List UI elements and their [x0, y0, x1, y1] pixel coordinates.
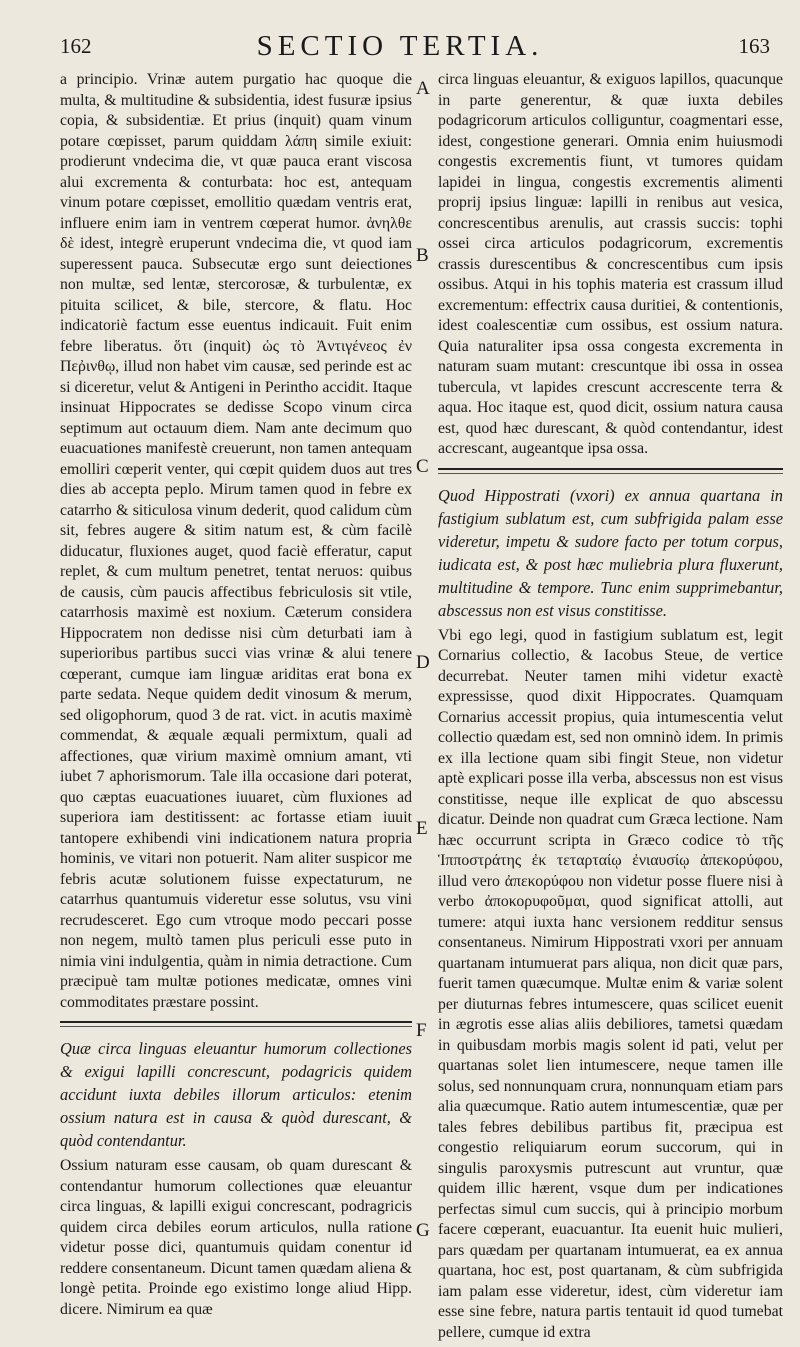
section-divider: [438, 468, 783, 474]
margin-letter-g: G: [416, 1220, 430, 1241]
margin-letter-e: E: [416, 818, 428, 839]
left-section-heading: Quæ circa linguas eleuantur humorum collectiones & exigui lapilli concrescunt, podagricis quidem accidunt iuxta debiles illorum articulos: etenim ossium natura est in causa & quòd durescant, & quòd contendantur.: [60, 1039, 412, 1150]
running-title: SECTIO TERTIA.: [256, 30, 544, 62]
left-paragraph-1: a principio. Vrinæ autem purgatio hac quoque die multa, & multitudine & subsidentia, idest fusuræ ipsius copia, & subsidentiæ. Et prius (inquit) quam vinum potare cœpisset, parum quiddam λάπη simile exiuit: prodierunt vndecima die, vt quæ pauca erant viscosa alui excrementa & conturbata: hoc est, antequam vinum potare cœpisset, emollitio quædam ventris erat, influere enim iam in ventrem cœperat humor. ἀνηλθε δὲ idest, integrè eruperunt vndecima die, vt quod iam superessent pauca. Subsecutæ ergo sunt deiectiones non multæ, sed lentæ, stercorosæ, & turbulentæ, ex pituita scilicet, & bile, stercore, & flatu. Hoc indicatoriè factum esse euentus indicauit. Fuit enim febre liberatus. ὅτι (inquit) ὡς τὸ Ἀντιγένεος ἐν Πεῤινθῳ, illud non habet vim causæ, sed perinde est ac si diceretur, velut & Antigeni in Perintho accidit. Itaque insinuat Hippocrates se dedisse Scopo vinum circa septimum aut octauum diem. Nam ante decimum quo euacuationes manifestè creuerunt, non tamen antequam emolliri cœperit venter, qui cœpit quidem duos aut tres dies ab accepta peplo. Mirum tamen quod in febre ex catarrho & siticulosa vinum dederit, quod calidum cùm sit, febres augere & sitim natum est, & cùm facilè diducatur, fluxiones auget, quod faciè efferatur, caput replet, & cum multum penetret, tentat neruos: quibus de causis, cùm paucis affectibus febriculosis sit vtile, catarrhosis maximè est noxium. Cæterum considera Hippocratem non dedisse nisi cùm deturbati iam à superioribus partibus succi vias vrinæ & alui tenere cœperant, cumque iam linguæ ariditas erat bona ex parte sedata. Neque quidem dedit vinosum & merum, sed oligophorum, quod 3 de rat. vict. in acutis maximè commendat, & æquale æquali permixtum, quali ad affectiones, quæ virium maximè omnium amant, vti iubet 7 aphorismorum. Tale illa occasione dari poterat, quo cæptas euacuationes iuuaret, cùm fluxiones ad superiora iam destitissent: ac fortasse etiam iuuit tantopere exhibendi vini indicationem natura propria hominis, ve vitari non potuerit. Nam aliter suspicor me febris acutæ solutionem fuisse expectaturum, ne catarrhus quantumuis videretur esse solutus, vsu vini recrudesceret. Ego cum vtroque modo peccari posse non negem, multò tamen plus periculi esse puto in nimia vini indulgentia, quàm in nimia detractione. Cum præcipuè tam multæ potiones medicatæ, omnes vini commoditates præstare possint.: [60, 71, 412, 1011]
left-page-number: 162: [60, 34, 92, 58]
right-page-number: 163: [738, 34, 770, 58]
margin-letter-c: C: [416, 456, 429, 477]
margin-letter-b: B: [416, 245, 429, 266]
right-section-heading: Quod Hippostrati (vxori) ex annua quartana in fastigium sublatum est, cum subfrigida palam esse videretur, impetu & sudore facto per totum corpus, iudicata est, & post hæc muliebria plura fluxerunt, multitudine & tempore. Tunc enim supprimebantur, abscessus non est visus constitisse.: [438, 485, 783, 620]
margin-letter-d: D: [416, 652, 430, 673]
right-paragraph-2: Vbi ego legi, quod in fastigium sublatum est, legit Cornarius collectio, & Iacobus Steue, de vertice decurrebat. Neuter tamen mihi videtur exactè expressisse, quod dixit Hippocrates. Quamquam Cornarius accessit propius, quia intumescentia velut collectio quædam est, sed non omninò idem. In primis ex illa lectione quam sibi fingit Steue, non videtur aptè explicari posse illa verba, abscessus non est visus constitisse, neque ille explicat de quo abscessu dicatur. Deinde non quadrat cum Græca lectione. Nam hæc occurrunt scripta in Græco codice τὸ τῆς Ἱπποστράτης ἐκ τεταρταίῳ ἐνιαυσίῳ ἀπεκορύφου, illud vero ἀπεκορύφου non videtur posse fluere nisi à verbo ἀποκορυφοῦμαι, quod significat attolli, aut tumere: atqui iuxta hanc versionem redditur sensus consentaneus. Nimirum Hippostrati vxori per annuam quartanam intumuerat pars aliqua, non dicit quæ pars, fuerit tamen quæcumque. Multæ enim & variæ solent per diuturnas febres intumescere, quas scilicet euenit in ægrotis esse alias aliis debiliores, tametsi quædam in quibusdam morbis magis solent id pati, velut per quartanas solet lien intumescere, neque tamen ille solus, sed nonnunquam crura, nonnunquam etiam pars alia quæcumque. Ratio autem intumescentiæ, quæ per tales febres debilibus partibus fit, præcipua est congestio reliquiarum eorum succorum, qui in singulis paroxysmis putrescunt aut vruntur, quæ quidem illic hærent, vsque dum per indicationes perfectas simul cum succis, qui à principio morbum facere cœperant, euacuantur. Ita euenit huic mulieri, pars quædam per quartanam intumuerat, ea ex annua quartana, hoc est, post quartanam, & cùm subfrigida iam palam esse videretur, idest, cùm videretur iam esse sine febre, natura partis tentauit id quod tumebat pellere, cumque id extra: [438, 626, 783, 1341]
right-column: [438, 70, 783, 1347]
page-header: [0, 30, 800, 66]
left-column: [60, 70, 412, 1324]
right-paragraph-1: circa linguas eleuantur, & exiguos lapillos, quacunque in parte generentur, & quæ iuxta debiles podagricorum articulos colliguntur, coagmentari esse, idest, congestione generari. Omnia enim huiusmodi congestis excrementis fiunt, vt tumores quidam lapidei in lingua, congestis excrementis alimenti proprij ipsius linguæ: lapilli in renibus aut vesica, concrescentibus arenulis, aut crassis succis: tophi ossei circa articulos podagricorum, excrementis crassis durescentibus & concrescentibus cum ipsis ossibus. Atqui in his tophis materia est crassum illud excrementum: effectrix causa duritiei, & contentionis, idest coalescentiæ cum ossibus, est ossium natura. Quia naturaliter ipsa ossa congesta excrementa in naturam suam mutant: crescuntque ibi ossa in ossea tubercula, vt lapides crescunt accrescente terra & aqua. Hoc itaque est, quod dicit, ossium natura causa est, quod hæc durescant, & quòd contendantur, idest accrescant, augeantque ipsa ossa.: [438, 71, 783, 457]
margin-letter-a: A: [416, 78, 430, 99]
left-paragraph-2: Ossium naturam esse causam, ob quam durescant & contendantur humorum collectiones quæ eleuantur circa linguas, & lapilli exigui concrescant, podragricis quidem circa debiles eorum articulos, nulla ratione videtur posse dici, quantumuis quidam conentur id reddere consentaneum. Dicunt tamen quædam aliena & longè petita. Proinde ego existimo longe aliud Hipp. dicere. Nimirum ea quæ: [60, 1157, 412, 1318]
section-divider: [60, 1021, 412, 1027]
margin-letter-f: F: [416, 1020, 427, 1041]
